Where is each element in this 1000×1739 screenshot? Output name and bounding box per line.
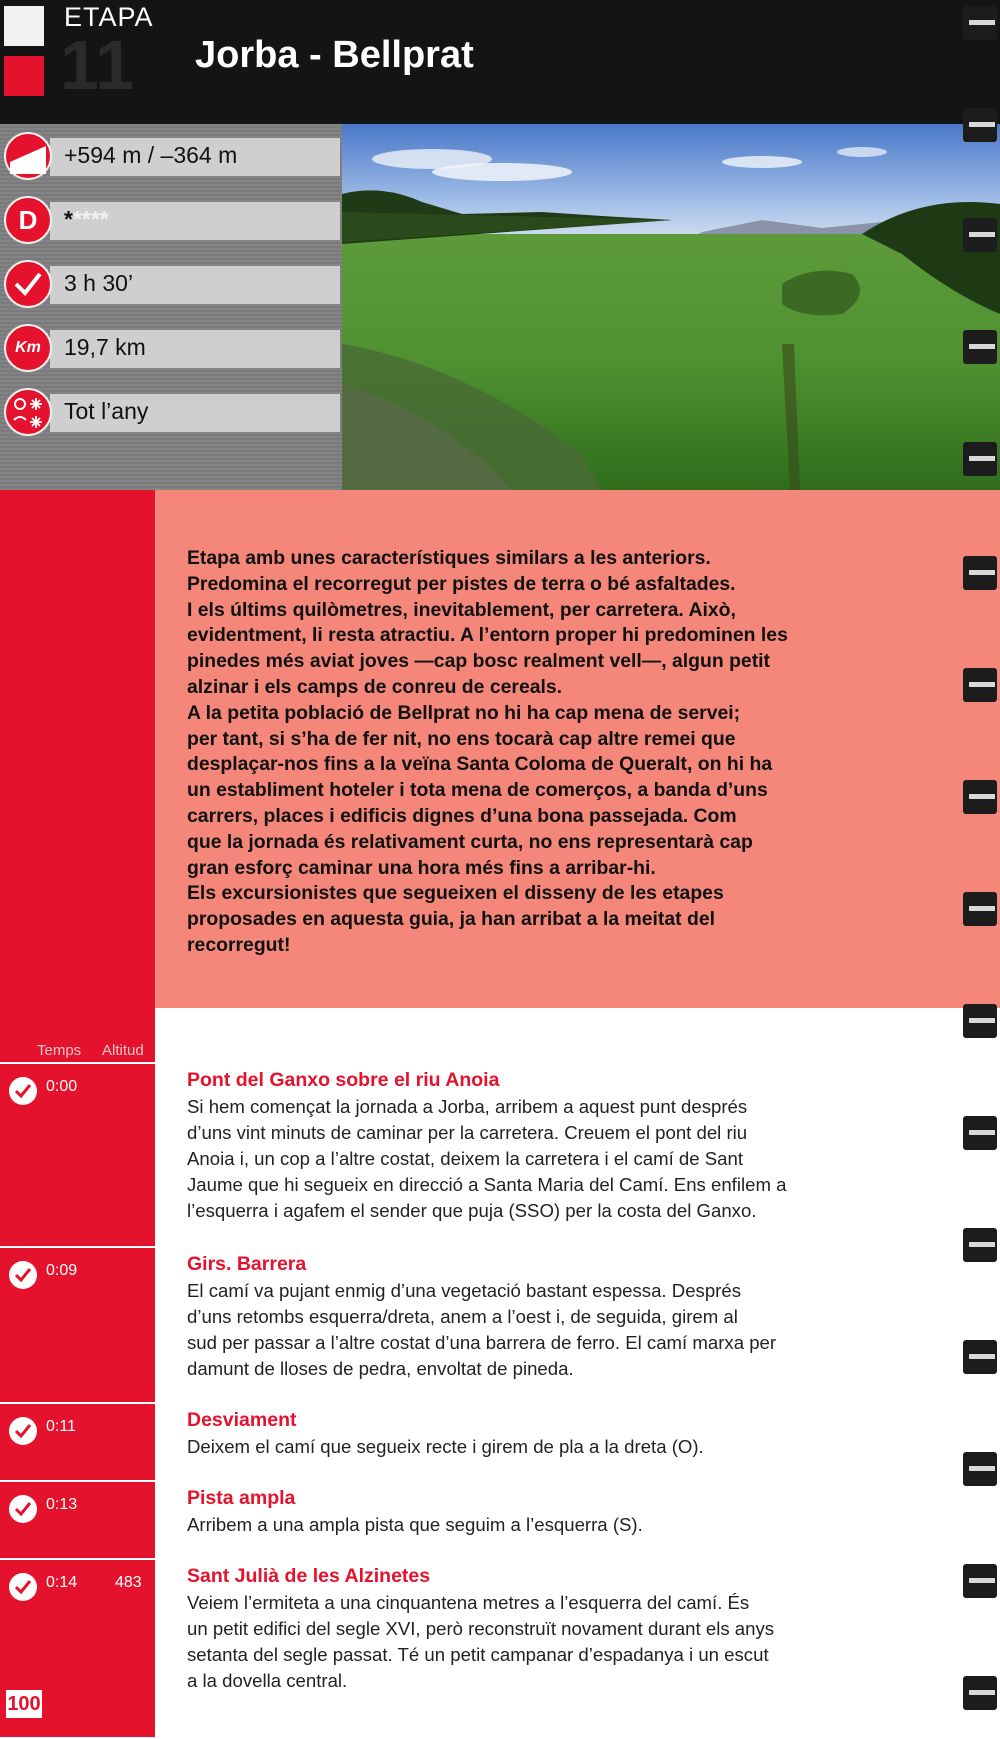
- season-icon: [4, 388, 52, 436]
- altitude-column-label: Altitud: [102, 1042, 144, 1059]
- clock-icon: [8, 1260, 38, 1290]
- intro-text: Etapa amb unes característiques similars a les anteriors. Predomina el recorregut per pistes de terra o bé asfaltades. I els últims quilòmetres, inevitablement, per carretera. Això, evidentment, li resta atractiu. A l’entorn proper hi predominen les pinedes més aviat joves —cap bosc realment vell—, algun petit alzinar i els camps de conreu de cereals. A la petita població de Bellprat no hi ha cap mena de servei; per tant, si s’ha de fer nit, no ens tocarà cap altre remei que desplaçar-nos fins a la veïna Santa Coloma de Queralt, on hi ha un establiment hoteler i tota mena de comerços, a banda d’uns carrers, places i edificis dignes d’una bona passejada. Com que la jornada és relativament curta, no ens representarà cap gran esforç caminar una hora més fins a arribar-hi. Els excursionistes que segueixen el disseny de les etapes proposades en aquesta guia, ja han arribat a la meitat del recorregut!: [187, 547, 788, 956]
- waypoint-title: Pont del Ganxo sobre el riu Anoia: [187, 1069, 500, 1091]
- distance-value: 19,7 km: [64, 334, 146, 360]
- waypoint-time: 0:09: [46, 1262, 78, 1279]
- waypoint-altitude: 483: [115, 1574, 142, 1591]
- duration-value: 3 h 30’: [64, 270, 134, 296]
- difficulty-stars-empty: ****: [72, 206, 109, 232]
- waypoint-time: 0:13: [46, 1496, 78, 1513]
- season-value: Tot l’any: [64, 398, 149, 424]
- stat-duration: [0, 252, 342, 316]
- difficulty-stars-filled: *: [64, 206, 73, 232]
- stat-elevation: [0, 124, 342, 188]
- waypoint-title: Pista ampla: [187, 1487, 296, 1509]
- clock-icon: [4, 260, 52, 308]
- waypoint-title: Sant Julià de les Alzinetes: [187, 1565, 431, 1587]
- waypoint-description: El camí va pujant enmig d’una vegetació bastant espessa. Després d’uns retombs esquerra/dreta, anem a l’oest i, de seguida, girem al sud per passar a l’altre costat d’una barrera de ferro. El camí marxa per damunt de lloses de pedra, envoltat de pineda.: [187, 1280, 777, 1379]
- km-icon: Km: [4, 324, 52, 372]
- difficulty-icon: D: [4, 196, 52, 244]
- landscape-photo: [342, 124, 1000, 490]
- stage-number: 11: [60, 26, 134, 104]
- page-title: Jorba - Bellprat: [195, 34, 474, 76]
- waypoint-marker: [0, 1402, 155, 1482]
- waypoint-title: Girs. Barrera: [187, 1253, 307, 1275]
- timeline-column-header: [0, 1040, 155, 1064]
- etapa-label: ETAPA: [64, 2, 154, 32]
- clock-icon: [8, 1416, 38, 1446]
- waypoint-time: 0:00: [46, 1078, 78, 1095]
- time-column-label: Temps: [37, 1042, 82, 1059]
- waypoint-marker: [0, 1246, 155, 1404]
- elevation-icon: [4, 132, 52, 180]
- spiral-binding: [955, 0, 1000, 1737]
- stage-marker-white: [4, 6, 44, 46]
- waypoint-description: Veiem l’ermiteta a una cinquantena metres a l’esquerra del camí. És un petit edifici del segle XVI, però reconstruït novament durant els anys setanta del segle passat. Té un petit campanar d’espadanya i un escut a la dovella central.: [187, 1592, 775, 1691]
- stat-season: [0, 380, 342, 444]
- waypoint-description: Arribem a una ampla pista que seguim a l’esquerra (S).: [187, 1514, 643, 1535]
- waypoint-description: Si hem començat la jornada a Jorba, arribem a aquest punt després d’uns vint minuts de caminar per la carretera. Creuem el pont del riu Anoia i, un cop a l’altre costat, deixem la carretera i el camí de Sant Jaume que hi segueix en direcció a Santa Maria del Camí. Ens enfilem a l’esquerra i agafem el sender que puja (SSO) per la costa del Ganxo.: [187, 1096, 787, 1221]
- waypoint-marker: [0, 1480, 155, 1560]
- waypoint-time: 0:14: [46, 1574, 78, 1591]
- page-number: 100: [6, 1690, 42, 1718]
- stage-marker-red: [4, 56, 44, 96]
- stage-stats-panel: [0, 124, 342, 490]
- clock-icon: [8, 1572, 38, 1602]
- waypoint-marker: [0, 1062, 155, 1248]
- waypoint-time: 0:11: [46, 1418, 76, 1435]
- stat-distance: [0, 316, 342, 380]
- clock-icon: [8, 1076, 38, 1106]
- clock-icon: [8, 1494, 38, 1524]
- stage-header: [0, 0, 1000, 124]
- stat-difficulty: [0, 188, 342, 252]
- waypoint-title: Desviament: [187, 1409, 297, 1431]
- elevation-value: +594 m / –364 m: [64, 142, 238, 168]
- waypoint-description: Deixem el camí que segueix recte i girem de pla a la dreta (O).: [187, 1436, 704, 1457]
